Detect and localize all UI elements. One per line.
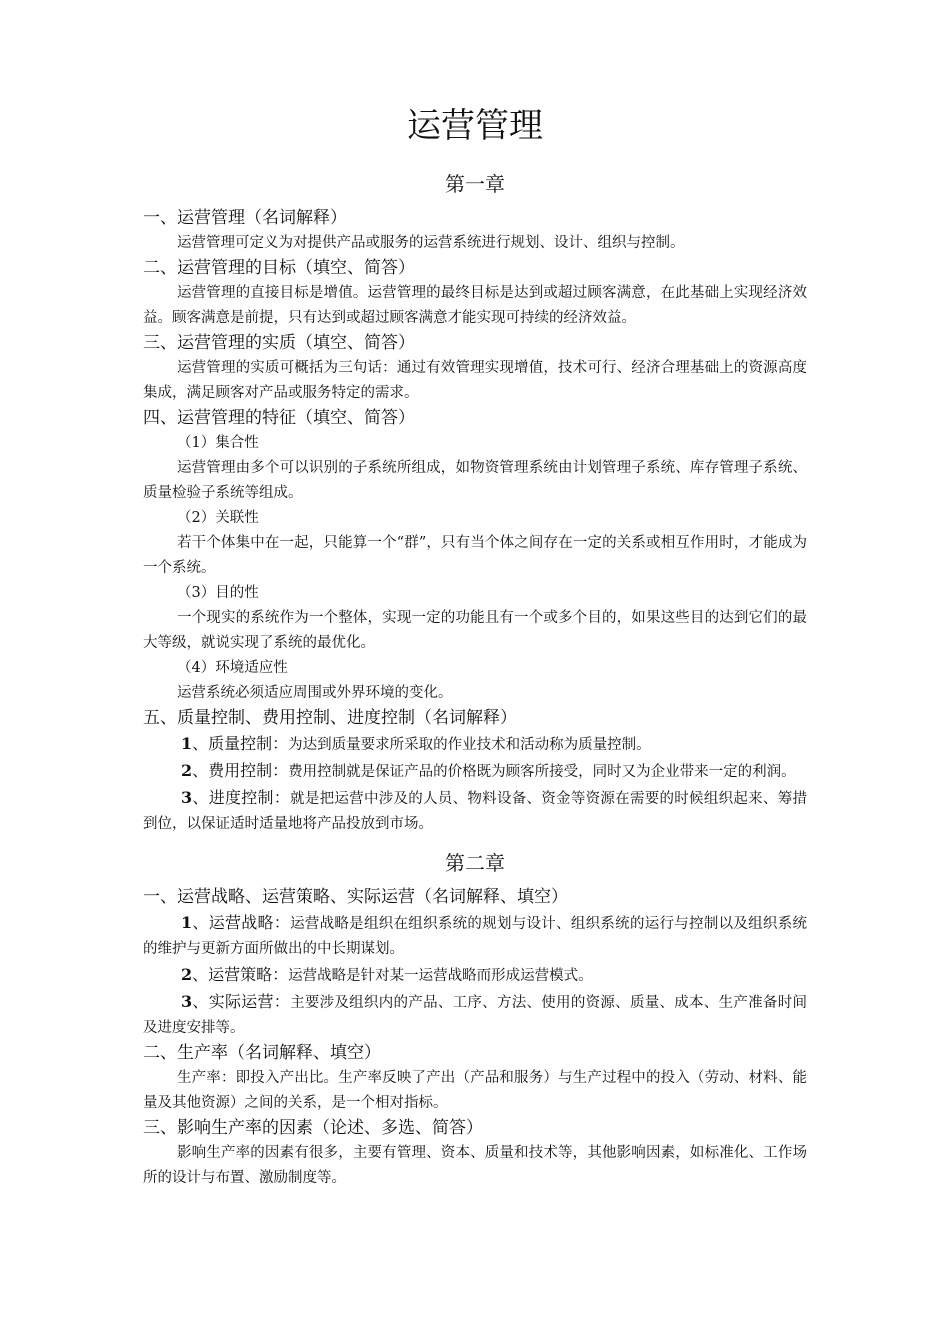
section-heading: 三、影响生产率的因素（论述、多选、简答） — [143, 1118, 483, 1138]
definition-item — [143, 758, 807, 785]
item-number: 1 — [181, 913, 193, 932]
definition-term — [181, 992, 290, 1011]
definition-item — [143, 989, 807, 1041]
item-number: 2 — [181, 761, 193, 780]
paragraph: 运营系统必须适应周围或外界环境的变化。 — [177, 685, 453, 701]
definition-term — [181, 965, 288, 984]
definition-text: 费用控制就是保证产品的价格既为顾客所接受，同时又为企业带来一定的利润。 — [288, 764, 796, 780]
section-heading: 三、运营管理的实质（填空、简答） — [143, 333, 415, 353]
chapter-1-heading: 第一章 — [445, 172, 505, 196]
definition-text: 就是把运营中涉及的人员、物料设备、资金等资源在需要的时候组织起来、筹措到位，以保证适时适量地将产品投放到市场。 — [143, 791, 807, 832]
term-label: 、费用控制： — [192, 761, 289, 780]
section-heading: 一、运营管理（名词解释） — [143, 208, 347, 228]
feature-label: （3）目的性 — [177, 585, 259, 601]
feature-label: （1）集合性 — [177, 435, 259, 451]
paragraph: 一个现实的系统作为一个整体，实现一定的功能且有一个或多个目的，如果这些目的达到它们的最大等级，就说实现了系统的最优化。 — [143, 610, 807, 651]
definition-text: 运营战略是针对某一运营战略而形成运营模式。 — [288, 968, 593, 984]
definition-text: 为达到质量要求所采取的作业技术和活动称为质量控制。 — [288, 737, 651, 753]
term-label: 、质量控制： — [192, 734, 289, 753]
chapter-2-heading: 第二章 — [445, 851, 505, 875]
paragraph: 生产率：即投入产出比。生产率反映了产出（产品和服务）与生产过程中的投入（劳动、材料、能量及其他资源）之间的关系，是一个相对指标。 — [143, 1070, 807, 1111]
term-label: 、实际运营： — [192, 992, 291, 1011]
paragraph: 运营管理的直接目标是增值。运营管理的最终目标是达到或超过顾客满意，在此基础上实现经济效益。顾客满意是前提，只有达到或超过顾客满意才能实现可持续的经济效益。 — [143, 285, 807, 326]
section-heading: 二、运营管理的目标（填空、简答） — [143, 258, 415, 278]
definition-text: 运营战略是组织在组织系统的规划与设计、组织系统的运行与控制以及组织系统的维护与更新方面所做出的中长期谋划。 — [143, 916, 807, 957]
item-number: 3 — [181, 992, 193, 1011]
term-label: 、运营战略： — [192, 913, 291, 932]
definition-item — [143, 910, 807, 962]
definition-item — [143, 962, 807, 989]
paragraph: 运营管理的实质可概括为三句话：通过有效管理实现增值，技术可行、经济合理基础上的资源高度集成，满足顾客对产品或服务特定的需求。 — [143, 360, 807, 401]
paragraph: 运营管理可定义为对提供产品或服务的运营系统进行规划、设计、组织与控制。 — [177, 235, 685, 251]
item-number: 1 — [181, 734, 193, 753]
paragraph: 若干个体集中在一起，只能算一个“群”，只有当个体之间存在一定的关系或相互作用时，才能成为一个系统。 — [143, 535, 807, 576]
definition-term — [181, 734, 288, 753]
section-heading: 二、生产率（名词解释、填空） — [143, 1043, 381, 1063]
definition-term — [181, 761, 288, 780]
feature-label: （2）关联性 — [177, 510, 259, 526]
definition-text: 主要涉及组织内的产品、工序、方法、使用的资源、质量、成本、生产准备时间及进度安排等。 — [143, 995, 807, 1036]
item-number: 2 — [181, 965, 193, 984]
paragraph: 影响生产率的因素有很多，主要有管理、资本、质量和技术等，其他影响因素，如标准化、工作场所的设计与布置、激励制度等。 — [143, 1145, 807, 1186]
document-title: 运营管理 — [407, 106, 543, 146]
definition-term — [181, 913, 290, 932]
term-label: 、进度控制： — [192, 788, 291, 807]
item-number: 3 — [181, 788, 193, 807]
section-heading: 五、质量控制、费用控制、进度控制（名词解释） — [143, 708, 517, 728]
term-label: 、运营策略： — [192, 965, 289, 984]
feature-label: （4）环境适应性 — [177, 660, 288, 676]
section-heading: 一、运营战略、运营策略、实际运营（名词解释、填空） — [143, 887, 568, 907]
definition-term — [181, 788, 290, 807]
paragraph: 运营管理由多个可以识别的子系统所组成，如物资管理系统由计划管理子系统、库存管理子系统、质量检验子系统等组成。 — [143, 460, 807, 501]
definition-item — [143, 731, 807, 758]
definition-item — [143, 785, 807, 837]
section-heading: 四、运营管理的特征（填空、简答） — [143, 408, 415, 428]
